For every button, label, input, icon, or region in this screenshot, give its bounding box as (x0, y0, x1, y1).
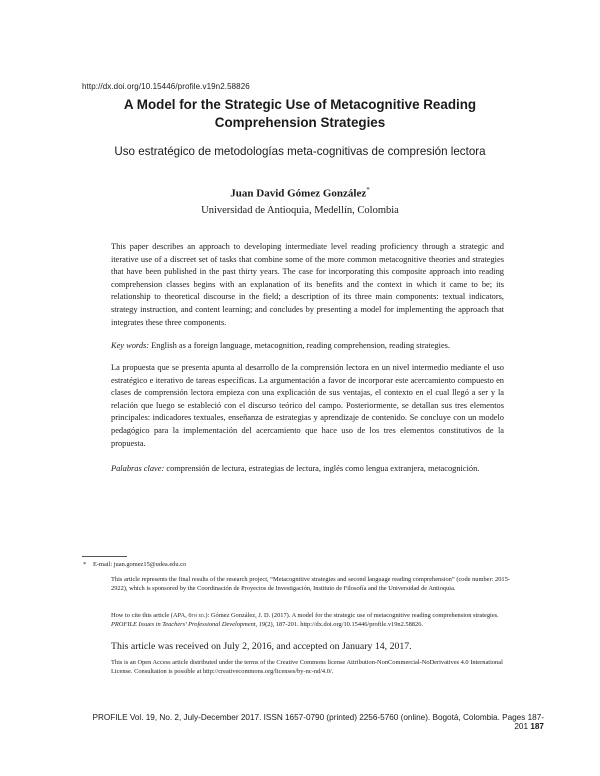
footer-text: PROFILE Vol. 19, No. 2, July-December 2017. ISSN 1657-0790 (printed) 2256-5760 (online). Bogotá, Colombia. Pages 187-201 (92, 713, 544, 731)
article-subtitle: Uso estratégico de metodologías meta-cognitivas de compresión lectora (114, 145, 486, 158)
author-name: Juan David Gómez González (230, 187, 367, 200)
palabras-clave (111, 463, 504, 476)
abstract-text: This paper describes an approach to developing intermediate level reading proficiency through a strategic and iterative use of a discreet set of tasks that combine some of the more common metacognitive theories and strategies that have been published in the past thirty years. The case for incorporating this composite approach into reading comprehension classes begins with an explanation of its benefits and the context in which it came to be; its relationship to theoretical discourse in the field; a description of its three main components: textual indicators, strategy instruction, and content learning; and concludes by presenting a model for implementing the approach that integrates these three components. (111, 242, 504, 327)
citation-post: (2), 187-201. http://dx.doi.org/10.15446/profile.v19n2.58826. (265, 620, 423, 628)
keywords-text: English as a foreign language, metacognition, reading comprehension, reading strategies. (149, 341, 451, 350)
footnote-citation (111, 612, 514, 630)
citation-style: APA, 6th ed. (172, 612, 206, 619)
palabras-clave-label: Palabras clave: (111, 464, 165, 473)
citation-pre: How to cite this article ( (111, 612, 173, 619)
page-number: 187 (530, 722, 544, 731)
page-footer (82, 713, 544, 731)
footnote-email (83, 561, 187, 568)
citation-journal: PROFILE Issues in Teachers’ Professional Development, 19 (111, 620, 266, 628)
footnote-marker: * (83, 561, 87, 568)
palabras-clave-text: comprensión de lectura, estrategias de lectura, inglés como lengua extranjera, metacognición. (164, 464, 480, 473)
author-block (100, 186, 500, 200)
footnote-project: This article represents the final results of the research project, “Metacognitive strategies and second language reading comprehension” (code number: 2015-2922), which is sponsored by the Coordinación de Proyectos de Investigación, Instituto de Filosofía and the Universidad de Antioquia. (111, 576, 510, 592)
author-affiliation: Universidad de Antioquia, Medellín, Colombia (201, 205, 399, 216)
footnote-license: This is an Open Access article distributed under the terms of the Creative Commons license Attribution-NonCommercial-NoDerivatives 4.0 International License. Consultation is possible at http://creativecommons.org/licenses/by-nc-nd/4.0/. (111, 659, 503, 675)
citation-mid: ): Gómez González, J. D. (2017). A model for the strategic use of metacognitive reading comprehension strategies. (205, 612, 499, 619)
keywords-label: Key words: (111, 341, 150, 350)
author-email[interactable]: E-mail: juan.gomez15@udea.edu.co (93, 561, 187, 568)
author-footnote-marker: * (366, 186, 370, 194)
received-date: This article was received on July 2, 2016, and accepted on January 14, 2017. (111, 641, 412, 652)
keywords (111, 340, 504, 353)
doi-link[interactable]: http://dx.doi.org/10.15446/profile.v19n2.58826 (82, 82, 250, 91)
resumen-text: La propuesta que se presenta apunta al desarrollo de la comprensión lectora en un nivel intermedio mediante el uso estratégico e iterativo de tareas específicas. La argumentación a favor de incorporar este acercamiento compuesto en clases de comprensión lectora empieza con una explicación de sus ventajas, el contexto en el cual llegó a ser y la relación que luego se estableció con el discurso teórico del campo. Posteriormente, se detallan sus tres elementos principales: indicadores textuales, enseñanza de estrategias y aprendizaje de contenido. Se concluye con un modelo pedagógico para la implementación del acercamiento que hace uso de los tres elementos constitutivos de la propuesta. (111, 363, 504, 448)
footnote-divider (82, 556, 127, 557)
article-title: A Model for the Strategic Use of Metacognitive Reading Comprehension Strategies (123, 97, 477, 130)
